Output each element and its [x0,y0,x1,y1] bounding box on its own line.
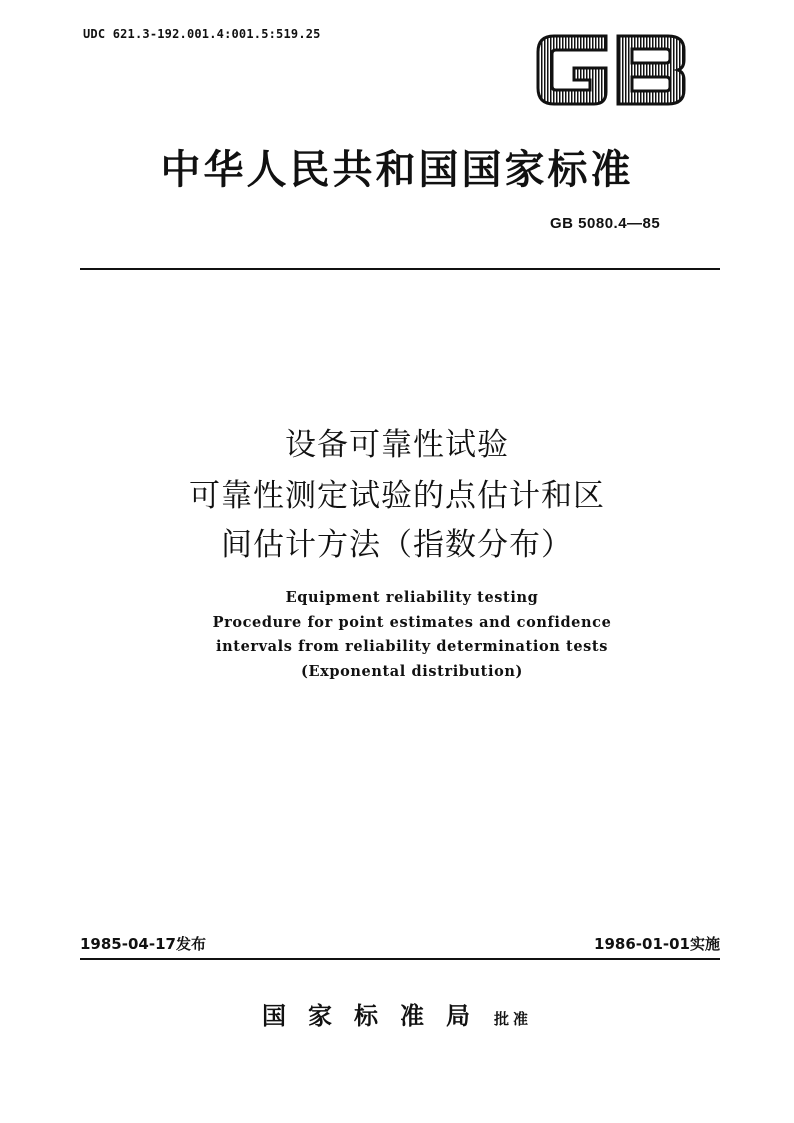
approving-authority: 国家标准局 [261,1001,492,1030]
udc-classification: UDC 621.3-192.001.4:001.5:519.25 [83,27,321,41]
approval-label: 批准 [493,1010,532,1028]
gb-logo [532,30,692,110]
english-title-line-1: Equipment reliability testing [285,589,539,606]
organization-title: 中华人民共和国国家标准 [160,147,634,193]
approval-line [0,996,794,1031]
footer-divider [80,958,720,960]
standard-number: GB 5080.4—85 [550,215,661,232]
header-divider [80,268,720,270]
issue-date: 1985-04-17发布 [80,935,206,953]
chinese-title-line-2: 可靠性测定试验的点估计和区 [189,478,605,514]
english-title-line-4: (Exponental distribution) [301,663,523,680]
english-title-line-3: intervals from reliability determination tests [216,638,608,655]
chinese-title-line-3: 间估计方法（指数分布） [221,527,573,563]
english-title-line-2: Procedure for point estimates and confidence [212,614,612,631]
chinese-title-line-1: 设备可靠性试验 [285,427,509,463]
implementation-date: 1986-01-01实施 [594,935,720,953]
